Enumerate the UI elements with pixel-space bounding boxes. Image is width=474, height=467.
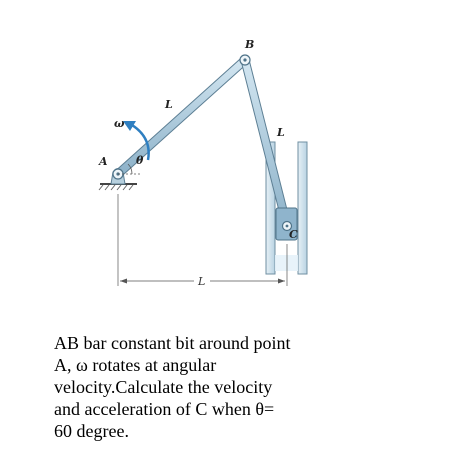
label-length-ab: L — [165, 98, 173, 111]
pin-b — [240, 55, 250, 65]
label-omega: ω — [114, 117, 125, 130]
label-a: A — [99, 155, 108, 168]
problem-line-4: and acceleration of C when θ= — [54, 399, 275, 419]
problem-line-3: velocity.Calculate the velocity — [54, 377, 273, 397]
problem-line-2: A, ω rotates at angular — [54, 355, 217, 375]
label-theta: θ — [136, 154, 144, 167]
problem-line-1: AB bar constant bit around point — [54, 333, 291, 353]
label-c: C — [289, 228, 298, 241]
dimension-line — [118, 194, 287, 286]
problem-line-5: 60 degree. — [54, 421, 129, 441]
problem-statement — [54, 332, 354, 442]
label-b: B — [245, 38, 255, 51]
label-length-bc: L — [277, 126, 285, 139]
label-horizontal-distance: L — [198, 275, 206, 288]
